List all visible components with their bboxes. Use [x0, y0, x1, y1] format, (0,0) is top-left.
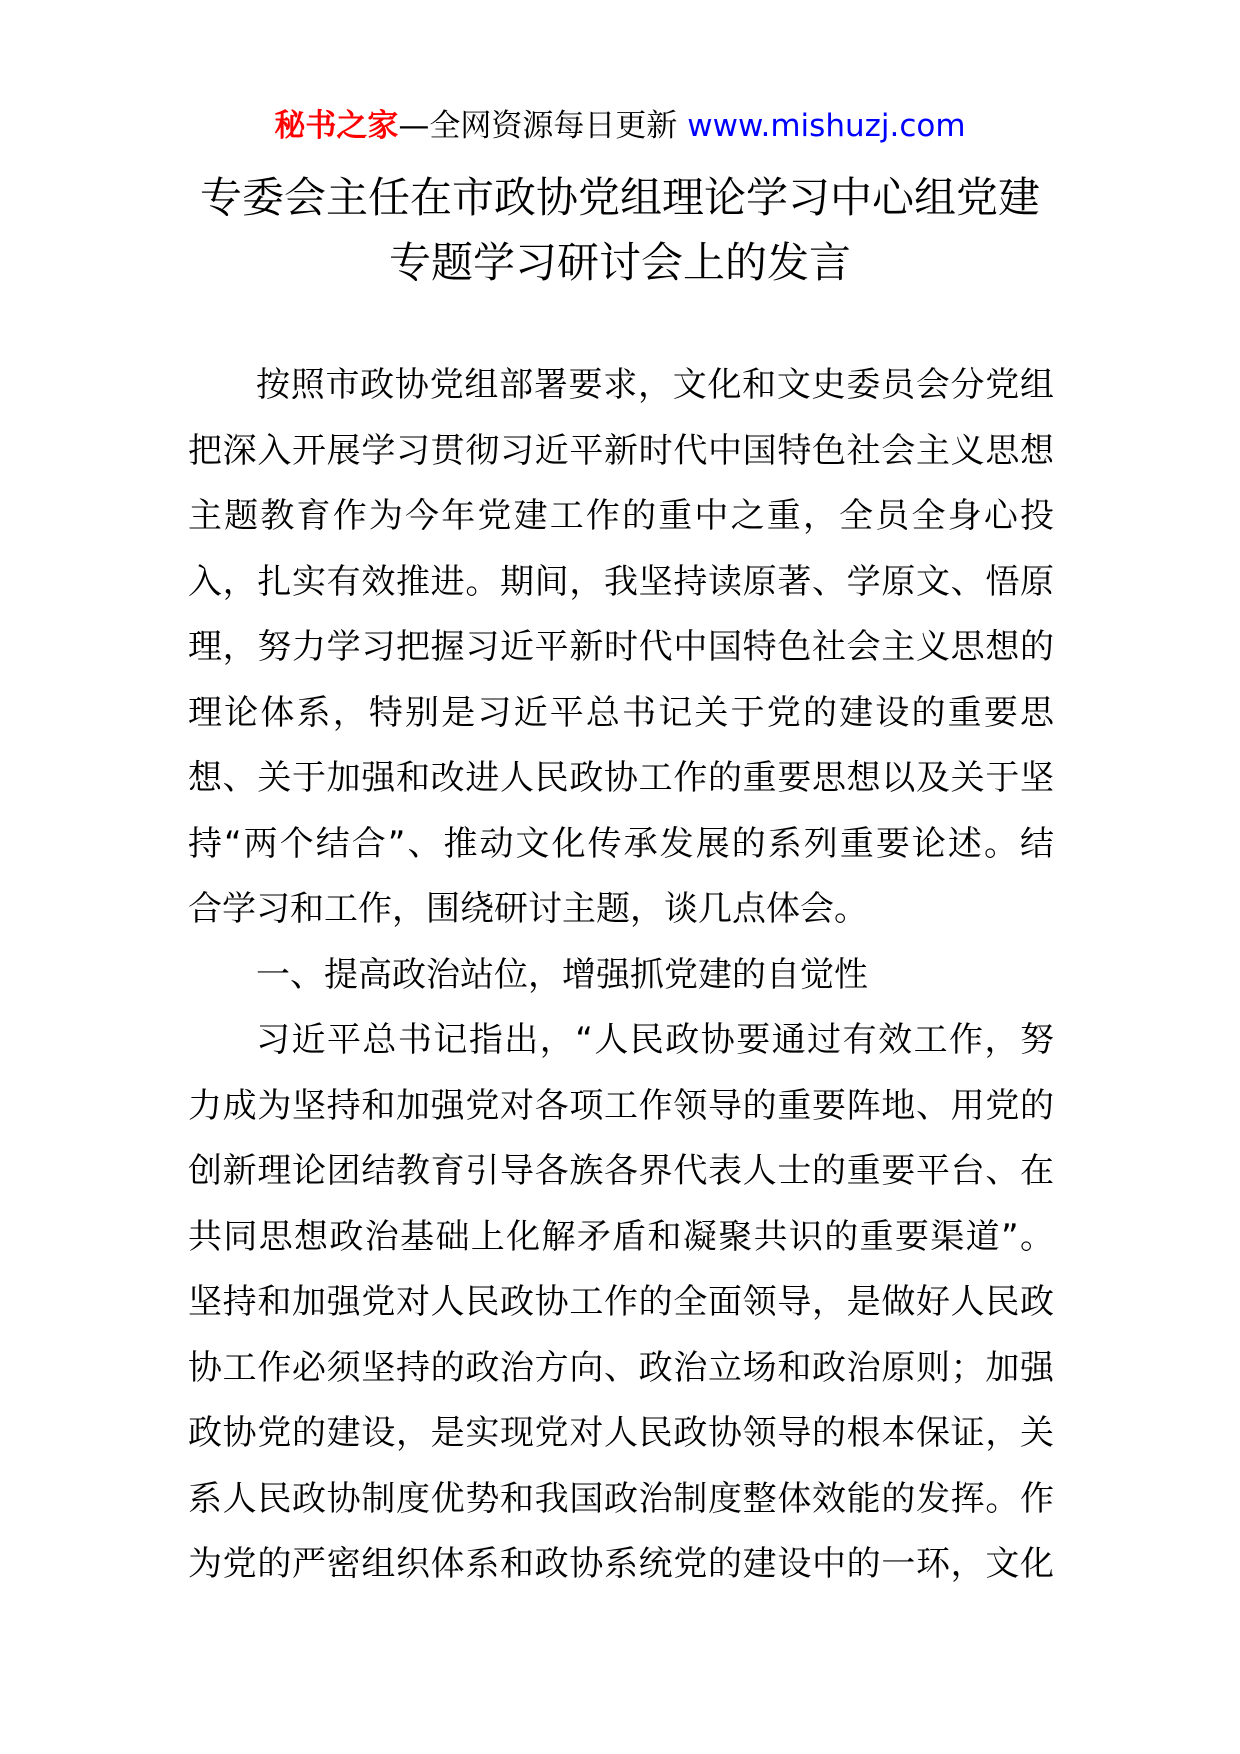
text-line: 创新理论团结教育引导各族各界代表人士的重要平台、在 — [188, 1151, 1054, 1191]
text-line: 为党的严密组织体系和政协系统党的建设中的一环，文化 — [188, 1544, 1054, 1584]
text-line: 力成为坚持和加强党对各项工作领导的重要阵地、用党的 — [188, 1085, 1054, 1126]
text-line: 理，努力学习把握习近平新时代中国特色社会主义思想的 — [188, 627, 1054, 667]
section-heading: 一、提高政治站位，增强抓党建的自觉性 — [256, 954, 868, 995]
text-line: 政协党的建设，是实现党对人民政协领导的根本保证，关 — [188, 1413, 1054, 1453]
text-line: 协工作必须坚持的政治方向、政治立场和政治原则；加强 — [188, 1347, 1054, 1388]
text-line: 想、关于加强和改进人民政协工作的重要思想以及关于坚 — [188, 758, 1054, 798]
text-line: 坚持和加强党对人民政协工作的全面领导，是做好人民政 — [188, 1282, 1054, 1322]
brand-name: 秘书之家 — [274, 108, 399, 144]
title-line-1: 专委会主任在市政协党组理论学习中心组党建 — [199, 173, 1040, 222]
title-line-2: 专题学习研讨会上的发言 — [388, 238, 851, 287]
watermark-header — [0, 106, 1240, 146]
paragraph-intro — [188, 353, 1054, 943]
text-line: 系人民政协制度优势和我国政治制度整体效能的发挥。作 — [188, 1478, 1054, 1519]
text-line: 合学习和工作，围绕研讨主题，谈几点体会。 — [188, 889, 868, 929]
text-line: 主题教育作为今年党建工作的重中之重，全员全身心投 — [188, 496, 1054, 536]
document-body — [188, 353, 1054, 1598]
text-line: 把深入开展学习贯彻习近平新时代中国特色社会主义思想 — [188, 430, 1054, 471]
brand-url[interactable]: www.mishuzj.com — [687, 108, 966, 144]
text-line: 共同思想政治基础上化解矛盾和凝聚共识的重要渠道”。 — [188, 1216, 1054, 1257]
document-title — [0, 165, 1240, 295]
text-line: 入，扎实有效推进。期间，我坚持读原著、学原文、悟原 — [188, 561, 1054, 602]
paragraph-section-1 — [188, 1008, 1054, 1598]
text-line: 按照市政协党组部署要求，文化和文史委员会分党组 — [256, 365, 1054, 405]
text-line: 持“两个结合”、推动文化传承发展的系列重要论述。结 — [188, 823, 1054, 864]
brand-slogan: —全网资源每日更新 — [398, 108, 678, 144]
text-line: 理论体系，特别是习近平总书记关于党的建设的重要思 — [188, 692, 1054, 733]
text-line: 习近平总书记指出，“人民政协要通过有效工作，努 — [256, 1020, 1054, 1060]
